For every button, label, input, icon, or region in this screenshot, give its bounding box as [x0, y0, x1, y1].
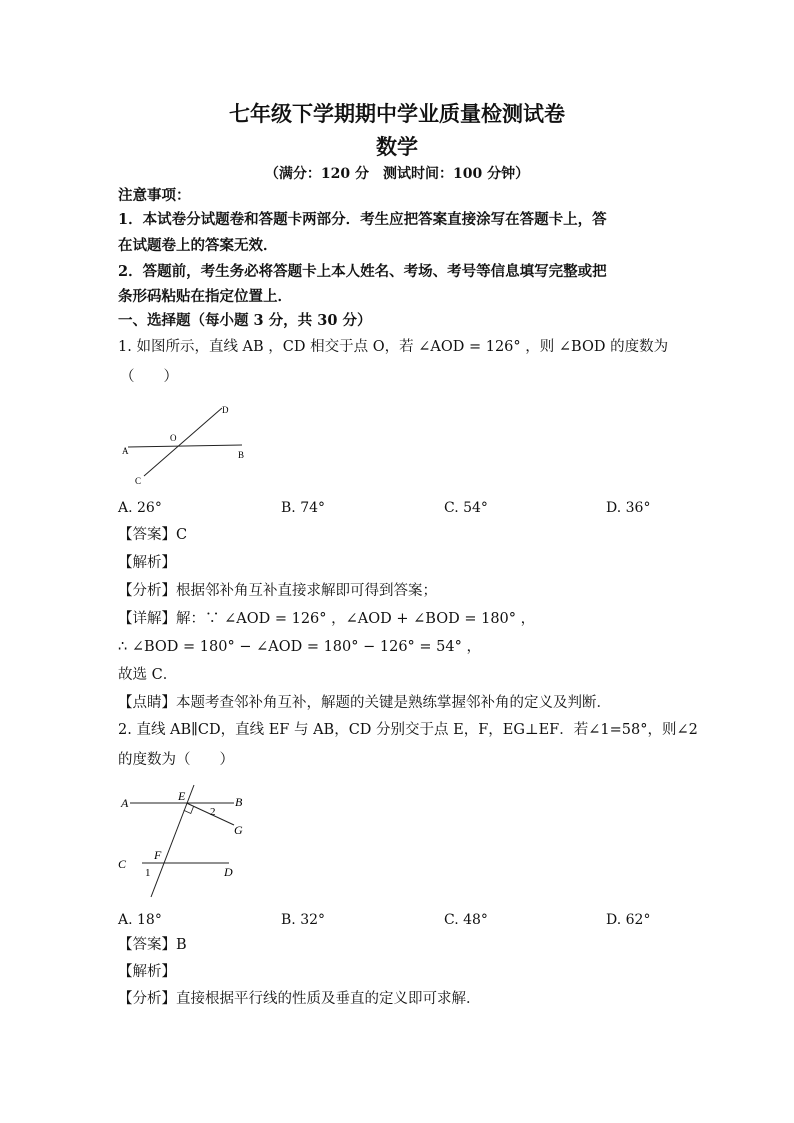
label-c: C [118, 857, 127, 871]
q2-figure [114, 784, 274, 902]
line-cd [144, 408, 222, 476]
q2-option-a: A. 18° [118, 912, 162, 928]
exam-meta: （满分：120 分 测试时间：100 分钟） [264, 166, 530, 182]
q1-detail-line2: ∴ ∠BOD = 180° − ∠AOD = 180° − 126° = 54° ， [118, 639, 481, 655]
label-a: A [122, 446, 129, 456]
q2-option-d: D. 62° [606, 912, 651, 928]
q1-analysis-title: 【解析】 [118, 555, 176, 571]
q2-analysis-title: 【解析】 [118, 964, 176, 980]
notice-item2-line1: 2．答题前，考生务必将答题卡上本人姓名、考场、考号等信息填写完整或把 [118, 263, 607, 280]
q2-answer: 【答案】B [118, 937, 187, 953]
q1-option-d: D. 36° [606, 500, 651, 516]
label-e: E [178, 789, 186, 803]
q1-figure [118, 400, 258, 490]
label-b: B [238, 450, 245, 460]
label-f: F [154, 848, 162, 862]
angle-1-label: 1 [145, 867, 151, 879]
notice-item2-line2: 条形码粘贴在指定位置上． [118, 288, 292, 305]
q2-fenxi: 【分析】直接根据平行线的性质及垂直的定义即可求解． [118, 991, 481, 1007]
q1-option-a: A. 26° [118, 500, 162, 516]
q2-option-c: C. 48° [444, 912, 488, 928]
subject-title: 数学 [376, 134, 418, 159]
q1-option-b: B. 74° [281, 500, 326, 516]
q2-stem-line1: 2. 直线 AB∥CD，直线 EF 与 AB，CD 分别交于点 E，F，EG⊥EF．若∠1=58°，则∠2 [118, 722, 698, 738]
q1-detail-line3: 故选 C． [118, 667, 178, 683]
q1-detail-line1: 【详解】解：∵ ∠AOD = 126° ，∠AOD + ∠BOD = 180° ， [118, 611, 536, 627]
section1-heading: 一、选择题（每小题 3 分，共 30 分） [118, 312, 372, 329]
line-ab [128, 445, 242, 447]
q1-fenxi: 【分析】根据邻补角互补直接求解即可得到答案； [118, 583, 437, 599]
q2-stem-line2: 的度数为（ ） [118, 752, 234, 768]
label-o: O [170, 433, 177, 443]
q1-answer: 【答案】C [118, 527, 188, 543]
q1-stem-line2: （ ） [120, 369, 178, 385]
label-g: G [234, 823, 243, 837]
label-c: C [135, 476, 142, 486]
angle-2-label: 2 [210, 806, 216, 818]
notice-item1-line2: 在试题卷上的答案无效． [118, 237, 278, 254]
label-d: D [224, 865, 233, 879]
label-d: D [222, 405, 229, 415]
notice-item1-line1: 1．本试卷分试题卷和答题卡两部分．考生应把答案直接涂写在答题卡上，答 [118, 211, 607, 228]
line-ef [151, 785, 194, 897]
label-b: B [235, 795, 243, 809]
q2-option-b: B. 32° [281, 912, 326, 928]
notice-heading: 注意事项： [118, 187, 191, 204]
q1-dianjing: 【点睛】本题考查邻补角互补，解题的关键是熟练掌握邻补角的定义及判断． [118, 695, 611, 711]
label-a: A [121, 796, 129, 810]
q1-stem-line1: 1. 如图所示，直线 AB ，CD 相交于点 O，若 ∠AOD = 126° ，则 ∠BOD 的度数为 [118, 339, 669, 355]
q1-option-c: C. 54° [444, 500, 488, 516]
page-title: 七年级下学期期中学业质量检测试卷 [229, 101, 565, 126]
